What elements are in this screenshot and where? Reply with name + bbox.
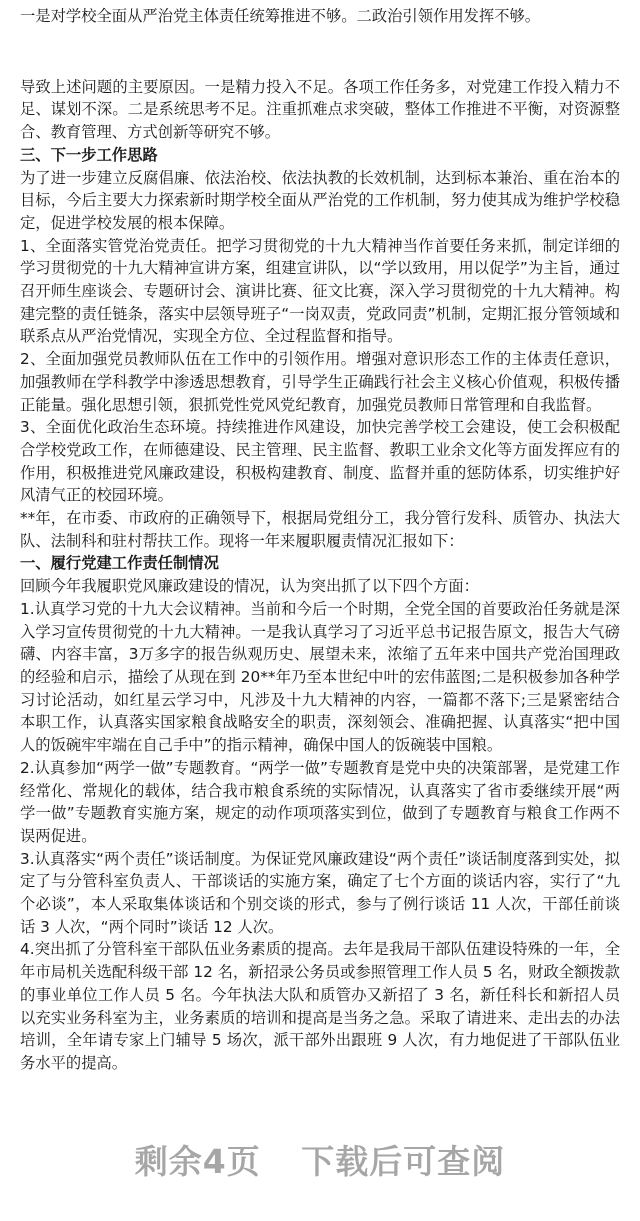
download-hint-label: 下载后可查阅 bbox=[301, 1142, 506, 1181]
paragraph-item-1: 1、全面落实管党治党责任。把学习贯彻党的十九大精神当作首要任务来抓，制定详细的学习贯彻党的十九大精神宣讲方案，组建宣讲队，以“学以致用，用以促学”为主旨，通过召开师生座谈会、专题研讨会、演讲比赛、征文比赛，深入学习贯彻党的十九大精神。构建完整的责任链条，落实中层领导班子“一岗双责，党政同责”机制，定期汇报分管领域和联系点从严治党情况，实现全方位、全过程监督和指导。 bbox=[20, 236, 620, 346]
download-prompt[interactable] bbox=[0, 1136, 640, 1183]
paragraph-point-2: 2.认真参加“两学一做”专题教育。“两学一做”专题教育是党中央的决策部署，是党建工作经常化、常规化的载体，结合我市粮食系统的实际情况，认真落实了省市委继续开展“两学一做”专题教育实施方案，规定的动作项项落实到位，做到了专题教育与粮食工作两不误两促进。 bbox=[20, 758, 620, 845]
paragraph-point-4: 4.突出抓了分管科室干部队伍业务素质的提高。去年是我局干部队伍建设特殊的一年，全年市局机关选配科级干部 12 名，新招录公务员或参照管理工作人员 5 名，财政全额拨款的事业单位工作人员 5 名。今年执法大队和质管办又新招了 3 名，新任科长和新招人员以充实业务科室为主，业务素质的培训和提高是当务之急。采取了请进来、走出去的办法培训，全年请专家上门辅导 5 场次，派干部外出跟班 9 人次，有力地促进了干部队伍业务水平的提高。 bbox=[20, 940, 620, 1072]
paragraph-item-2: 2、全面加强党员教师队伍在工作中的引领作用。增强对意识形态工作的主体责任意识，加强教师在学科教学中渗透思想教育，引导学生正确践行社会主义核心价值观，积极传播正能量。强化思想引领，狠抓党性党风党纪教育，加强党员教师日常管理和自我监督。 bbox=[20, 350, 620, 414]
paragraph-report: **年，在市委、市政府的正确领导下，根据局党组分工，我分管行发科、质管办、执法大队、法制科和驻村帮扶工作。现将一年来履职履责情况汇报如下： bbox=[20, 509, 620, 550]
paragraph-causes: 导致上述问题的主要原因。一是精力投入不足。各项工作任务多，对党建工作投入精力不足、谋划不深。二是系统思考不足。注重抓难点求突破，整体工作推进不平衡，对资源整合、教育管理、方式创新等研究不够。 bbox=[20, 77, 620, 142]
paragraph-item-3: 3、全面优化政治生态环境。持续推进作风建设，加快完善学校工会建设，使工会积极配合学校党政工作，在师德建设、民主管理、民主监督、教职工业余文化等方面发挥应有的作用，积极推进党风廉政建设，积极构建教育、制度、监督并重的惩防体系，切实维护好风清气正的校园环境。 bbox=[20, 418, 620, 505]
paragraph-top: 一是对学校全面从严治党主体责任统筹推进不够。二政治引领作用发挥不够。 bbox=[20, 7, 541, 25]
section-heading-party-building: 一、履行党建工作责任制情况 bbox=[20, 554, 219, 573]
paragraph-point-3: 3.认真落实“两个责任”谈话制度。为保证党风廉政建设“两个责任”谈话制度落到实处，拟定了与分管科室负责人、干部谈话的实施方案，确定了七个方面的谈话内容，实行了“九个必谈”，本人采取集体谈话和个别交谈的形式，参与了例行谈话 11 人次，干部任前谈话 3 人次，“两个同时”谈话 12 人次。 bbox=[20, 849, 620, 936]
section-heading-next-steps: 三、下一步工作思路 bbox=[20, 145, 158, 164]
paragraph-intro: 为了进一步建立反腐倡廉、依法治校、依法执教的长效机制，达到标本兼治、重在治本的目标，今后主要大力探索新时期学校全面从严治党的工作机制，努力使其成为维护学校稳定，促进学校发展的根本保障。 bbox=[20, 168, 620, 232]
spacer bbox=[20, 28, 620, 76]
remaining-pages-label: 剩余4页 bbox=[134, 1142, 261, 1181]
paragraph-review: 回顾今年我履职党风廉政建设的情况，认为突出抓了以下四个方面： bbox=[20, 577, 479, 596]
document-body bbox=[20, 5, 620, 1075]
paragraph-point-1: 1.认真学习党的十九大会议精神。当前和今后一个时期，全党全国的首要政治任务就是深入学习宣传贯彻党的十九大精神。一是我认真学习了习近平总书记报告原文，报告大气磅礴、内容丰富，3万多字的报告纵观历史、展望未来，浓缩了五年来中国共产党治国理政的经验和启示，描绘了从现在到 20**年乃至本世纪中叶的宏伟蓝图;二是积极参加各种学习讨论活动，如红星云学习中，凡涉及十九大精神的内容，一篇都不落下;三是紧密结合本职工作，认真落实国家粮食战略安全的职责，深刻领会、准确把握、认真落实“把中国人的饭碗牢牢端在自己手中”的指示精神，确保中国人的饭碗装中国粮。 bbox=[20, 599, 620, 755]
